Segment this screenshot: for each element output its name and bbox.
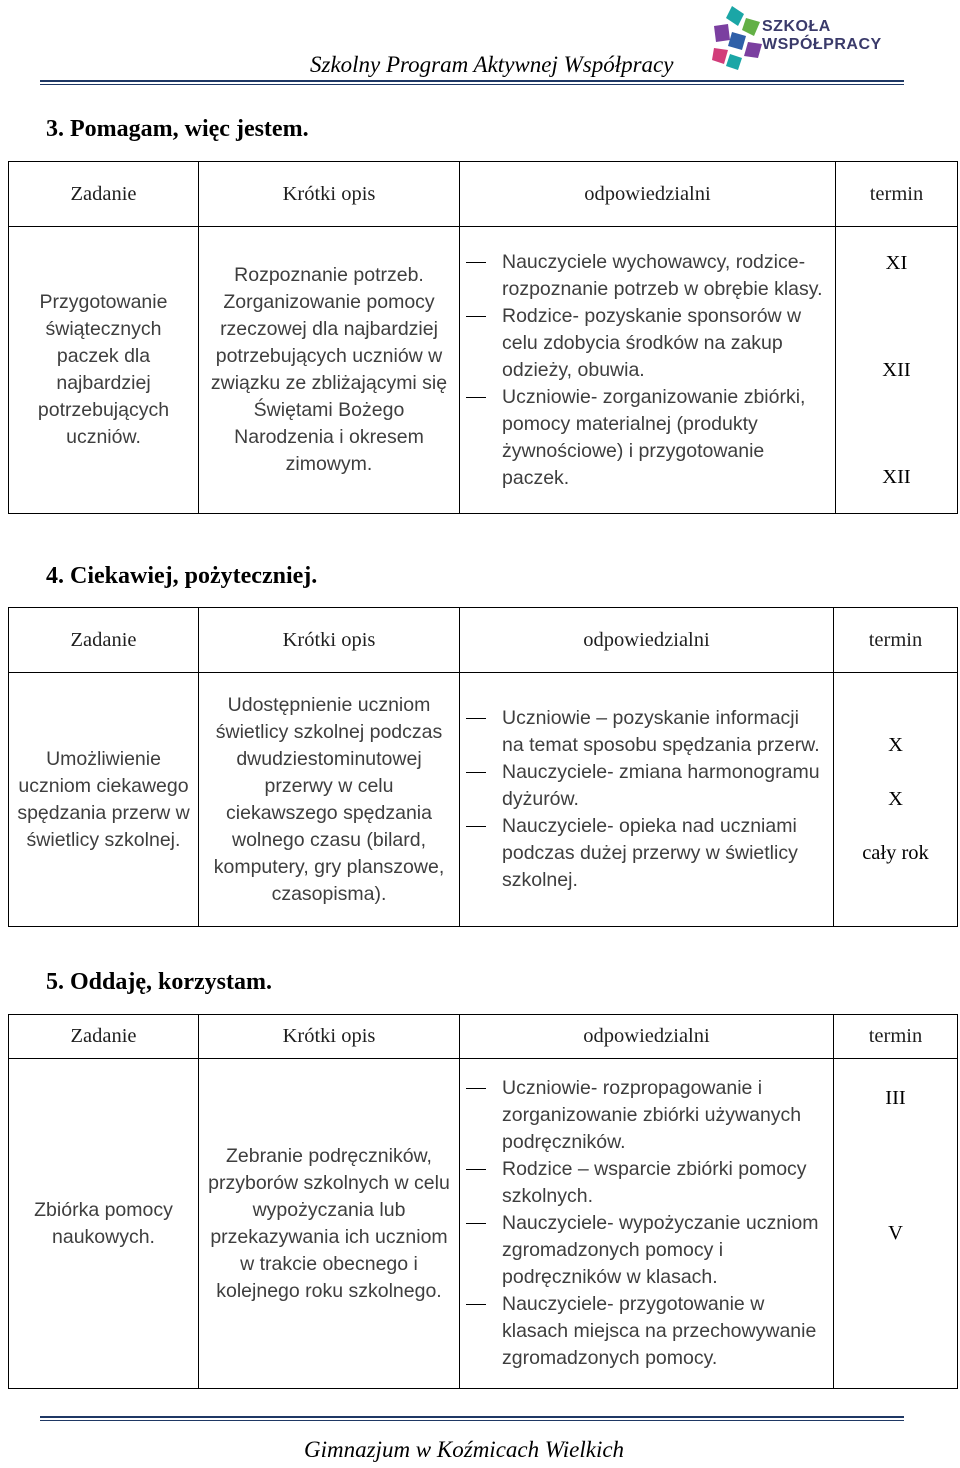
responsible-item: Rodzice – wsparcie zbiórki pomocy szkolnych. <box>466 1156 825 1210</box>
responsible-item: Rodzice- pozyskanie sponsorów w celu zdobycia środków na zakup odzieży, obuwia. <box>466 303 827 384</box>
col-resp: odpowiedzialni <box>460 162 836 227</box>
term-item: X <box>888 788 903 810</box>
term-item: XII <box>882 358 911 381</box>
responsible-item: Nauczyciele wychowawcy, rodzice- rozpoznanie potrzeb w obrębie klasy. <box>466 249 827 303</box>
plan-table <box>8 161 958 514</box>
task-cell: Zbiórka pomocy naukowych. <box>9 1059 199 1389</box>
responsible-cell <box>460 227 836 514</box>
col-termin: termin <box>834 1015 958 1059</box>
col-termin: termin <box>836 162 958 227</box>
header-rule <box>40 80 904 82</box>
term-item: X <box>888 734 903 756</box>
program-title: Szkolny Program Aktywnej Współpracy <box>310 52 674 77</box>
responsible-cell <box>460 673 834 927</box>
term-item: III <box>885 1087 906 1109</box>
responsible-item: Uczniowie- rozpropagowanie i zorganizowanie zbiórki używanych podręczników. <box>466 1075 825 1156</box>
responsible-item: Uczniowie – pozyskanie informacji na temat sposobu spędzania przerw. <box>466 705 825 759</box>
footer-rule <box>40 1416 904 1418</box>
footer-rule-thin <box>40 1420 904 1421</box>
col-opis: Krótki opis <box>199 162 460 227</box>
logo-mark-icon <box>708 4 768 76</box>
term-item: V <box>888 1222 903 1244</box>
col-zadanie: Zadanie <box>9 1015 199 1059</box>
term-cell <box>834 1059 958 1389</box>
logo-line-2: WSPÓŁPRACY <box>762 36 882 53</box>
school-logo <box>708 4 908 76</box>
section-title: 5. Oddaję, korzystam. <box>46 969 272 995</box>
term-item: cały rok <box>862 842 929 864</box>
section-title: 3. Pomagam, więc jestem. <box>46 116 309 142</box>
description-cell: Rozpoznanie potrzeb. Zorganizowanie pomocy rzeczowej dla najbardziej potrzebujących uczniów w związku ze zbliżającymi się Świętami Bożego Narodzenia i okresem zimowym. <box>199 227 460 514</box>
term-cell <box>836 227 958 514</box>
plan-table <box>8 1014 958 1389</box>
col-zadanie: Zadanie <box>9 162 199 227</box>
responsible-item: Uczniowie- zorganizowanie zbiórki, pomocy materialnej (produkty żywnościowe) i przygotowanie paczek. <box>466 384 827 492</box>
col-opis: Krótki opis <box>199 1015 460 1059</box>
logo-line-1: SZKOŁA <box>762 18 831 35</box>
term-item: XI <box>885 251 908 274</box>
term-item: XII <box>882 465 911 488</box>
col-opis: Krótki opis <box>199 608 460 673</box>
responsible-cell <box>460 1059 834 1389</box>
section-title: 4. Ciekawiej, pożyteczniej. <box>46 563 318 589</box>
description-cell: Udostępnienie uczniom świetlicy szkolnej podczas dwudziestominutowej przerwy w celu ciekawszego spędzania wolnego czasu (bilard, komputery, gry planszowe, czasopisma). <box>199 673 460 927</box>
plan-table <box>8 607 958 927</box>
col-termin: termin <box>834 608 958 673</box>
responsible-item: Nauczyciele- wypożyczanie uczniom zgromadzonych pomocy i podręczników w klasach. <box>466 1210 825 1291</box>
footer-school: Gimnazjum w Koźmicach Wielkich <box>304 1437 625 1462</box>
responsible-item: Nauczyciele- zmiana harmonogramu dyżurów. <box>466 759 825 813</box>
description-cell: Zebranie podręczników, przyborów szkolnych w celu wypożyczania lub przekazywania ich uczniom w trakcie obecnego i kolejnego roku szkolnego. <box>199 1059 460 1389</box>
col-resp: odpowiedzialni <box>460 608 834 673</box>
header-rule-thin <box>40 84 904 85</box>
col-zadanie: Zadanie <box>9 608 199 673</box>
term-cell <box>834 673 958 927</box>
task-cell: Umożliwienie uczniom ciekawego spędzania przerw w świetlicy szkolnej. <box>9 673 199 927</box>
responsible-item: Nauczyciele- opieka nad uczniami podczas dużej przerwy w świetlicy szkolnej. <box>466 813 825 894</box>
task-cell: Przygotowanie świątecznych paczek dla najbardziej potrzebujących uczniów. <box>9 227 199 514</box>
responsible-item: Nauczyciele- przygotowanie w klasach miejsca na przechowywanie zgromadzonych pomocy. <box>466 1291 825 1372</box>
col-resp: odpowiedzialni <box>460 1015 834 1059</box>
